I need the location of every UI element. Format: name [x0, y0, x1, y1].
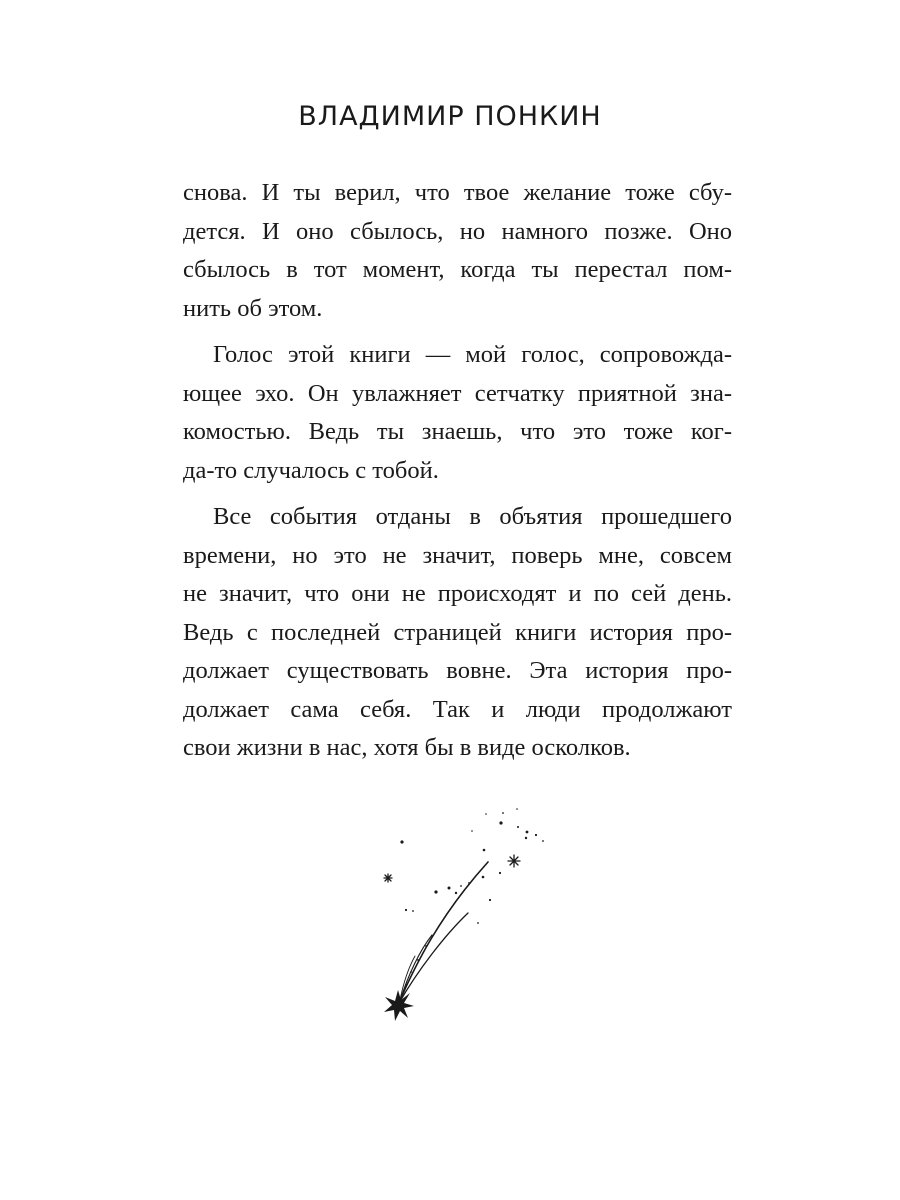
text-line: не значит, что они не происходят и по сей день.	[183, 580, 732, 607]
text-line: Ведь с последней страницей книги история про-	[183, 618, 732, 646]
text-line: должает существовать вовне. Эта история про-	[183, 657, 732, 684]
text-line: Все события отданы в объятия прошедшего	[213, 503, 732, 530]
text-line: должает сама себя. Так и люди продолжают	[183, 695, 732, 723]
shooting-star-icon	[370, 800, 560, 1030]
text-line: Голос этой книги — мой голос, сопровожда-	[213, 341, 732, 368]
running-head: ВЛАДИМИР ПОНКИН	[298, 101, 602, 132]
paragraph	[183, 498, 732, 768]
text-line: дется. И оно сбылось, но намного позже. Оно	[183, 217, 732, 245]
text-line: времени, но это не значит, поверь мне, совсем	[183, 541, 732, 569]
text-line: ющее эхо. Он увлажняет сетчатку приятной зна-	[183, 379, 732, 407]
text-line: да-то случалось с тобой.	[183, 456, 439, 484]
paragraph	[183, 336, 732, 490]
paragraph	[183, 174, 732, 328]
text-line: сбылось в тот момент, когда ты перестал пом-	[183, 256, 732, 283]
text-line: снова. И ты верил, что твое желание тоже сбу-	[183, 179, 732, 206]
text-line: комостью. Ведь ты знаешь, что это тоже ког-	[183, 418, 732, 445]
body-text	[183, 174, 732, 768]
text-line: нить об этом.	[183, 294, 323, 322]
text-line: свои жизни в нас, хотя бы в виде осколков.	[183, 734, 631, 761]
